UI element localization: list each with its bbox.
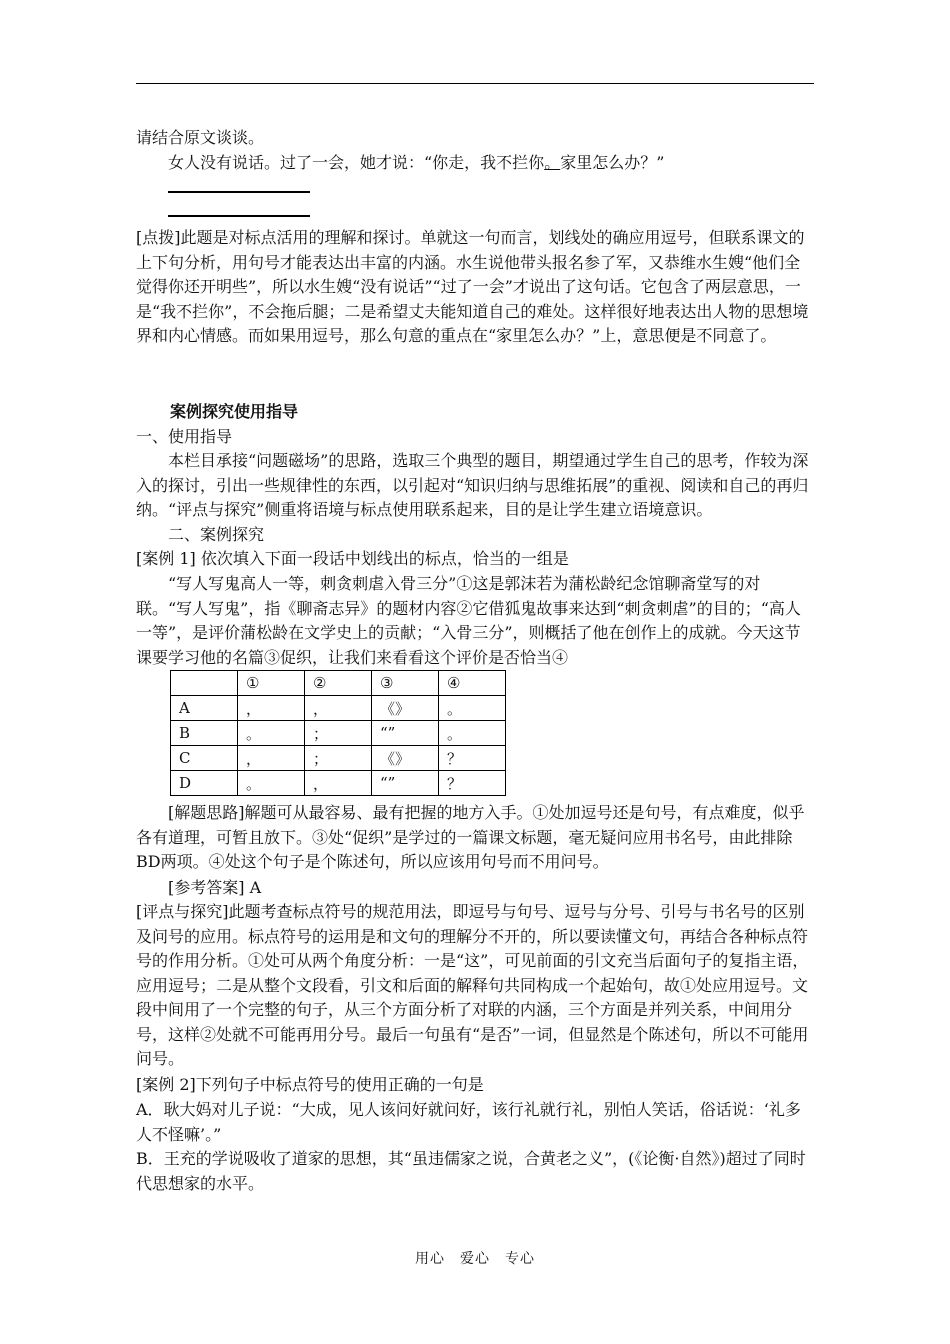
table-cell: 。 bbox=[439, 696, 506, 721]
guide-paragraph: 本栏目承接“问题磁场”的思路，选取三个典型的题目，期望通过学生自己的思考，作较为深入的探讨，引出一些规律性的东西，以引起对“知识归纳与思维拓展”的重视、阅读和自己的再归纳。“评点与探究”侧重将语境与标点使用联系起来，目的是让学生建立语境意识。 bbox=[136, 451, 809, 519]
solution-approach: [解题思路]解题可从最容易、最有把握的地方入手。①处加逗号还是句号，有点难度，似乎各有道理，可暂且放下。③处“促织”是学过的一篇课文标题，毫无疑问应用书名号，由此排除BD两项。④处这个句子是个陈述句，所以应该用句号而不用问号。 bbox=[136, 803, 805, 871]
table-cell: C bbox=[171, 746, 238, 771]
table-cell: B bbox=[171, 721, 238, 746]
table-cell: A bbox=[171, 696, 238, 721]
table-cell: ， bbox=[305, 696, 372, 721]
table-cell: ， bbox=[238, 746, 305, 771]
quote-after: 家里怎么办？” bbox=[560, 153, 665, 172]
quote-marked-punct: 。 bbox=[544, 153, 561, 172]
quote-before: 女人没有说话。过了一会，她才说：“你走，我不拦你 bbox=[168, 153, 545, 172]
option-a: A．耿大妈对儿子说：“大成，见人该问好就问好，该行礼就行礼，别怕人笑话，俗话说：‘礼多人不怪嘛’。” bbox=[136, 1100, 801, 1144]
table-row bbox=[171, 721, 506, 746]
table-cell: ？ bbox=[439, 771, 506, 796]
case1-text: “写人写鬼高人一等，刺贪刺虐入骨三分”①这是郭沫若为蒲松龄纪念馆聊斋堂写的对联。“写人写鬼”，指《聊斋志异》的题材内容②它借狐鬼故事来达到“刺贪刺虐”的目的；“高人一等”，是评价蒲松龄在文学史上的贡献；“入骨三分”，则概括了他在创作上的成就。今天这节课要学习他的名篇③促织，让我们来看看这个评价是否恰当④ bbox=[136, 574, 801, 667]
commentary-paragraph: [评点与探究]此题考查标点符号的规范用法，即逗号与句号、逗号与分号、引号与书名号的区别及问号的应用。标点符号的运用是和文句的理解分不开的，所以要读懂文句，再结合各种标点符号的作用分析。①处可从两个角度分析：一是“这”，可见前面的引文充当后面句子的复指主语，应用逗号；二是从整个文段看，引文和后面的解释句共同构成一个起始句，故①处应用逗号。文段中间用了一个完整的句子，从三个方面分析了对联的内涵，三个方面是并列关系，中间用分号，这样②处就不可能再用分号。最后一句虽有“是否”一词，但显然是个陈述句，所以不可能用问号。 bbox=[136, 902, 809, 1068]
table-cell: 。 bbox=[238, 721, 305, 746]
quote-line bbox=[136, 151, 816, 176]
table-cell: ④ bbox=[439, 671, 506, 696]
table-header-row bbox=[171, 671, 506, 696]
answer-blank-line bbox=[168, 191, 310, 193]
table-cell: 。 bbox=[238, 771, 305, 796]
table-row bbox=[171, 771, 506, 796]
table-cell: 。 bbox=[439, 721, 506, 746]
table-cell: “” bbox=[372, 771, 439, 796]
table-cell: D bbox=[171, 771, 238, 796]
table-cell: ； bbox=[305, 746, 372, 771]
table-cell: ， bbox=[305, 771, 372, 796]
subheading-cases: 二、案例探究 bbox=[168, 525, 265, 544]
table-cell bbox=[171, 671, 238, 696]
intro-line: 请结合原文谈谈。 bbox=[136, 128, 265, 147]
table-cell: 《》 bbox=[372, 746, 439, 771]
table-cell: ③ bbox=[372, 671, 439, 696]
table-cell: “” bbox=[372, 721, 439, 746]
case1-title: [案例 1] 依次填入下面一段话中划线出的标点，恰当的一组是 bbox=[136, 549, 569, 568]
reference-answer: [参考答案] A bbox=[168, 878, 262, 897]
answer-blank-line bbox=[168, 215, 310, 217]
table-row bbox=[171, 696, 506, 721]
header-rule bbox=[136, 83, 814, 84]
case2-title: [案例 2]下列句子中标点符号的使用正确的一句是 bbox=[136, 1075, 484, 1094]
page-footer: 用心 爱心 专心 bbox=[415, 1251, 535, 1267]
subheading-guide: 一、使用指导 bbox=[136, 427, 233, 446]
options-table bbox=[170, 670, 506, 796]
table-cell: ① bbox=[238, 671, 305, 696]
table-cell: ； bbox=[305, 721, 372, 746]
table-cell: 《》 bbox=[372, 696, 439, 721]
table-row bbox=[171, 746, 506, 771]
dianbo-paragraph: [点拨]此题是对标点活用的理解和探讨。单就这一句而言，划线处的确应用逗号，但联系课文的上下句分析，用句号才能表达出丰富的内涵。水生说他带头报名参了军，又恭维水生嫂“他们全觉得你还开明些”，所以水生嫂“没有说话”“过了一会”才说出了这句话。它包含了两层意思，一是“我不拦你”，不会拖后腿；二是希望丈夫能知道自己的难处。这样很好地表达出人物的思想境界和内心情感。而如果用逗号，那么句意的重点在“家里怎么办？”上，意思便是不同意了。 bbox=[136, 228, 809, 345]
table-cell: ② bbox=[305, 671, 372, 696]
option-b: B．王充的学说吸收了道家的思想，其“虽违儒家之说，合黄老之义”，(《论衡·自然》)超过了同时代思想家的水平。 bbox=[136, 1149, 806, 1193]
table-cell: ， bbox=[238, 696, 305, 721]
table-cell: ？ bbox=[439, 746, 506, 771]
section-title: 案例探究使用指导 bbox=[170, 402, 299, 421]
